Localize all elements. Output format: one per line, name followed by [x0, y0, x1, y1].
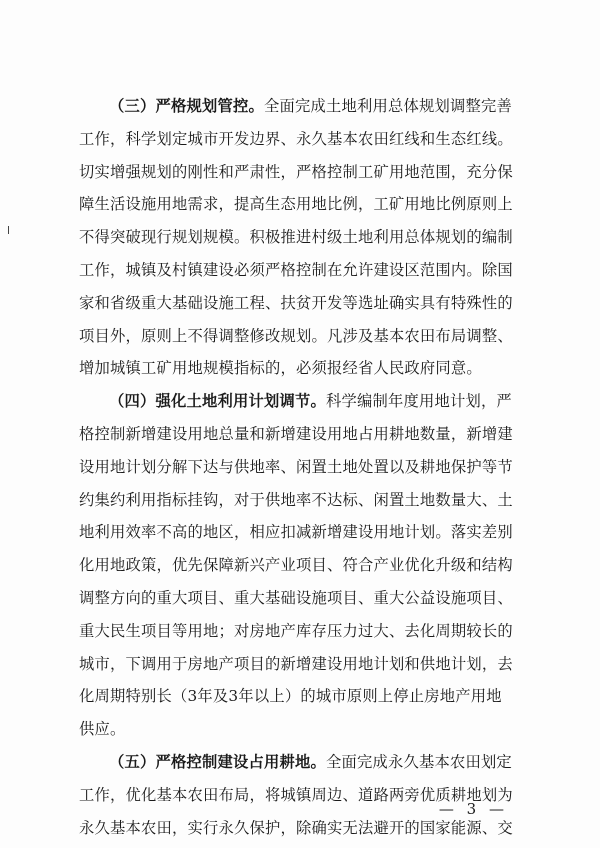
- text-line: 地利用效率不高的地区，相应扣减新增建设用地计划。落实差别: [79, 523, 513, 542]
- text-line: 项目外，原则上不得调整修改规划。凡涉及基本农田布局调整、: [79, 326, 513, 345]
- text-line: 工作，优化基本农田布局，将城镇周边、道路两旁优质耕地划为: [79, 785, 513, 804]
- text-line: 不得突破现行规划规模。积极推进村级土地利用总体规划的编制: [79, 228, 513, 247]
- text-line: 工作，城镇及村镇建设必须严格控制在允许建设区范围内。除国: [79, 260, 513, 279]
- text-line: 格控制新增建设用地总量和新增建设用地占用耕地数量，新增建: [79, 424, 513, 443]
- text-line: 重大民生项目等用地；对房地产库存压力过大、去化周期较长的: [79, 621, 513, 640]
- text-line: 工作，科学划定城市开发边界、永久基本农田红线和生态红线。: [79, 129, 513, 148]
- text-line: 切实增强规划的刚性和严肃性，严格控制工矿用地范围，充分保: [79, 162, 513, 181]
- body-text: [79, 90, 524, 844]
- text-line: （五）严格控制建设占用耕地。全面完成永久基本农田划定: [109, 752, 512, 771]
- text-line: 设用地计划分解下达与供地率、闲置土地处置以及耕地保护等节: [79, 457, 513, 476]
- text-line: 城市，下调用于房地产项目的新增建设用地计划和供地计划，去: [79, 654, 513, 673]
- text-line: 家和省级重大基础设施工程、扶贫开发等选址确实具有特殊性的: [79, 293, 513, 312]
- text-line: 化周期特别长（3年及3年以上）的城市原则上停止房地产用地: [79, 687, 502, 706]
- text-line: 调整方向的重大项目、重大基础设施项目、重大公益设施项目、: [79, 588, 513, 607]
- text-line: 约集约利用指标挂钩，对于供地率不达标、闲置土地数量大、土: [79, 490, 513, 509]
- text-line: 障生活设施用地需求，提高生态用地比例，工矿用地比例原则上: [79, 195, 513, 214]
- paragraph-4: [79, 385, 524, 746]
- section-heading: （三）严格规划管控。: [109, 97, 264, 115]
- section-heading: （五）严格控制建设占用耕地。: [109, 752, 326, 771]
- paragraph-3: [79, 90, 524, 385]
- text-line: 增加城镇工矿用地规模指标的，必须报经省人民政府同意。: [79, 359, 482, 378]
- text-line: 供应。: [79, 720, 126, 739]
- section-heading: （四）强化土地利用计划调节。: [109, 392, 326, 411]
- paragraph-5: [79, 746, 524, 844]
- text-line: （三）严格规划管控。全面完成土地利用总体规划调整完善: [109, 97, 512, 115]
- text-line: 化用地政策，优先保障新兴产业项目、符合产业优化升级和结构: [79, 556, 513, 575]
- binding-mark: [8, 226, 9, 234]
- text-line: （四）强化土地利用计划调节。科学编制年度用地计划，严: [109, 392, 512, 411]
- text-line: 永久基本农田，实行永久保护，除确实无法避开的国家能源、交: [79, 818, 513, 837]
- page-number: — 3 —: [438, 800, 508, 818]
